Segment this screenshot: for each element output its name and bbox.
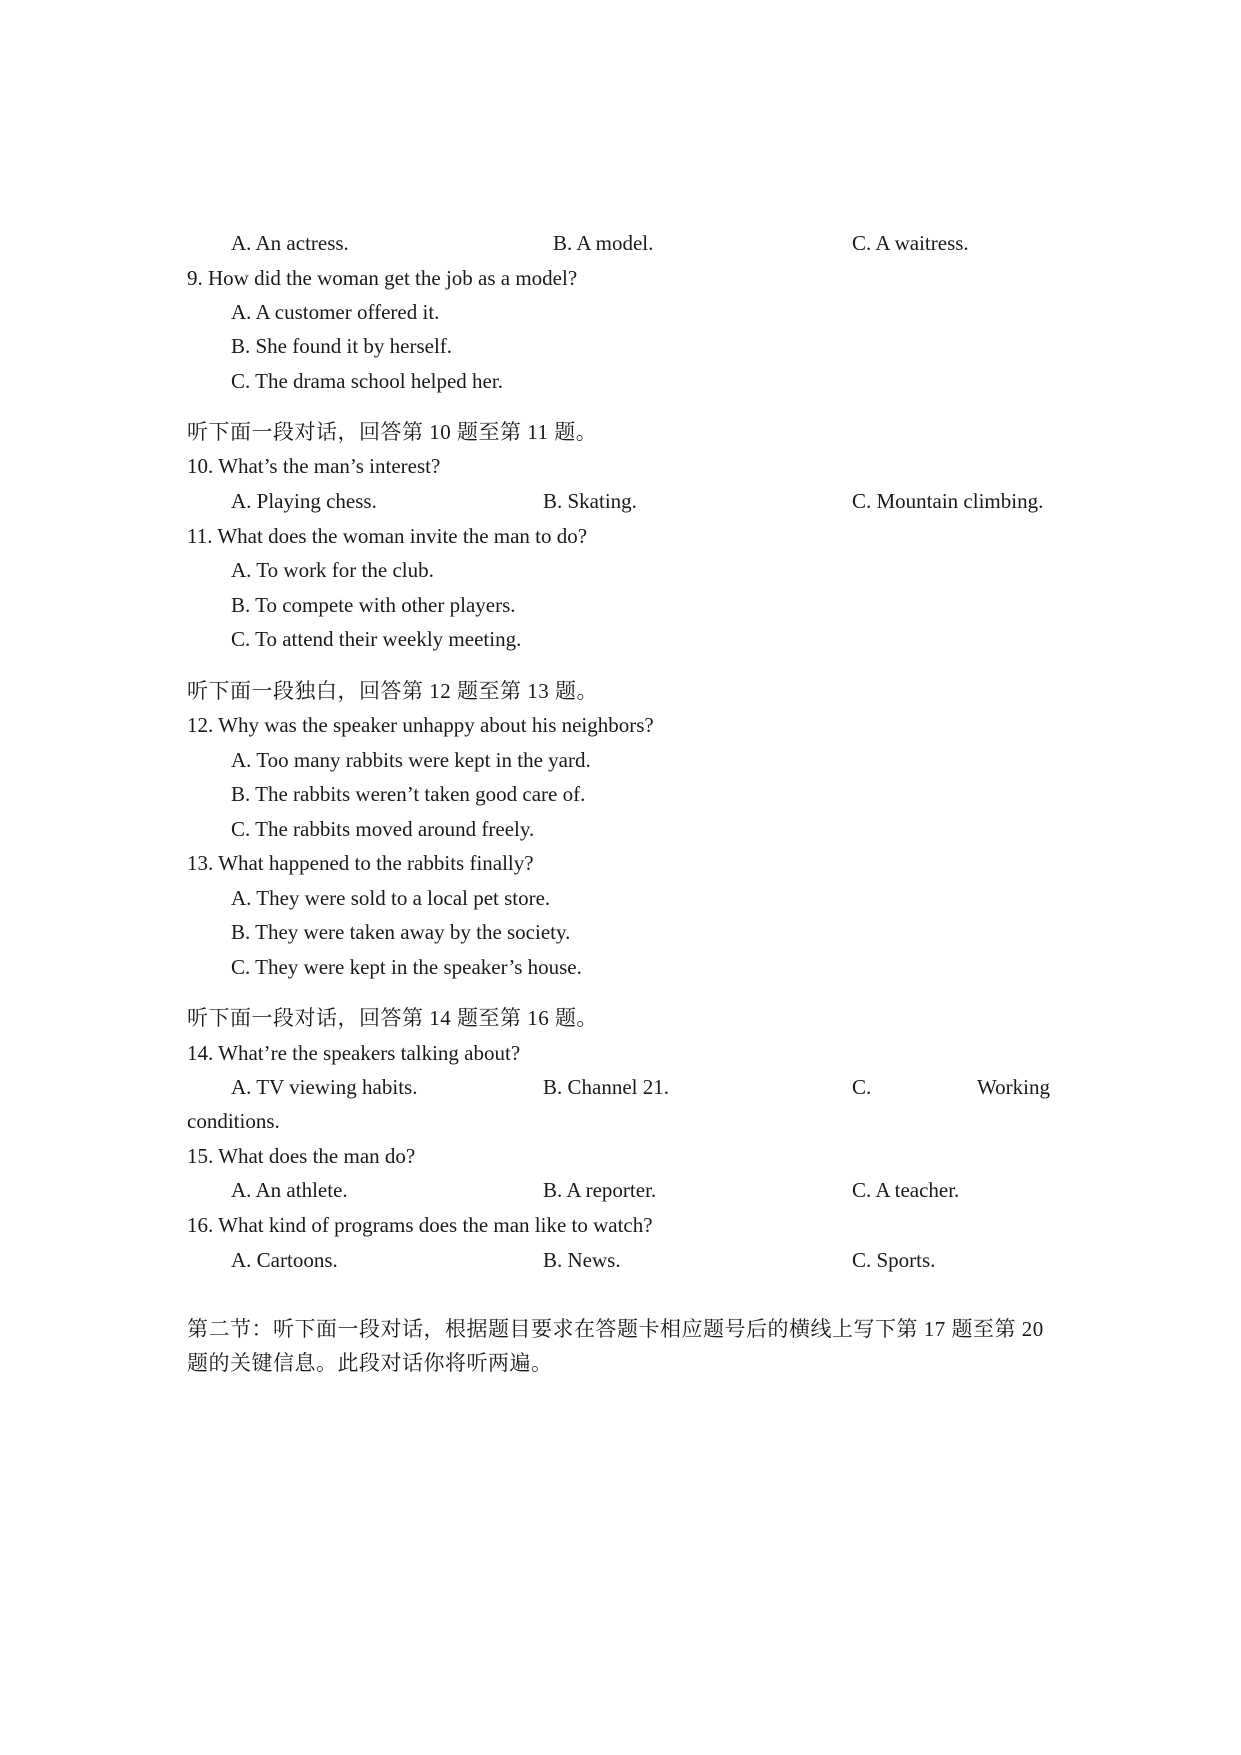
q14-option-c-word: Working [977, 1075, 1050, 1099]
q15-option-a: A. An athlete. [231, 1178, 348, 1202]
q14-option-a: A. TV viewing habits. [231, 1075, 418, 1099]
q16-option-b: B. News. [543, 1248, 621, 1272]
q11-option-b: B. To compete with other players. [231, 593, 516, 617]
q16-question: 16. What kind of programs does the man like to watch? [187, 1213, 653, 1237]
q11-option-a: A. To work for the club. [231, 558, 434, 582]
section-heading-12-13: 听下面一段独白，回答第 12 题至第 13 题。 [187, 679, 598, 703]
q8-option-c: C. A waitress. [852, 231, 969, 255]
section-heading-14-16: 听下面一段对话，回答第 14 题至第 16 题。 [187, 1006, 598, 1030]
q14-option-b: B. Channel 21. [543, 1075, 669, 1099]
q8-option-a: A. An actress. [231, 231, 349, 255]
q8-option-b: B. A model. [553, 231, 654, 255]
q13-option-a: A. They were sold to a local pet store. [231, 886, 551, 910]
q12-option-b: B. The rabbits weren’t taken good care of. [231, 782, 586, 806]
part2-instructions-line2: 题的关键信息。此段对话你将听两遍。 [187, 1351, 553, 1375]
q12-option-c: C. The rabbits moved around freely. [231, 817, 535, 841]
q9-question: 9. How did the woman get the job as a model? [187, 266, 578, 290]
q15-option-c: C. A teacher. [852, 1178, 960, 1202]
q14-question: 14. What’re the speakers talking about? [187, 1041, 521, 1065]
section-heading-10-11: 听下面一段对话，回答第 10 题至第 11 题。 [187, 420, 598, 444]
q10-question: 10. What’s the man’s interest? [187, 454, 441, 478]
q15-question: 15. What does the man do? [187, 1144, 416, 1168]
q9-option-c: C. The drama school helped her. [231, 369, 503, 393]
q14-option-c-continuation: conditions. [187, 1109, 280, 1133]
q12-option-a: A. Too many rabbits were kept in the yard. [231, 748, 591, 772]
q9-option-a: A. A customer offered it. [231, 300, 440, 324]
q9-option-b: B. She found it by herself. [231, 334, 453, 358]
part2-instructions-line1: 第二节：听下面一段对话，根据题目要求在答题卡相应题号后的横线上写下第 17 题至第 20 [187, 1317, 1044, 1341]
q12-question: 12. Why was the speaker unhappy about his neighbors? [187, 713, 654, 737]
q13-option-c: C. They were kept in the speaker’s house. [231, 955, 582, 979]
q14-option-c-prefix: C. [852, 1075, 872, 1099]
q10-option-a: A. Playing chess. [231, 489, 377, 513]
q10-option-c: C. Mountain climbing. [852, 489, 1044, 513]
q10-option-b: B. Skating. [543, 489, 637, 513]
q11-question: 11. What does the woman invite the man to do? [187, 524, 588, 548]
q16-option-a: A. Cartoons. [231, 1248, 338, 1272]
q13-question: 13. What happened to the rabbits finally? [187, 851, 534, 875]
q15-option-b: B. A reporter. [543, 1178, 657, 1202]
q11-option-c: C. To attend their weekly meeting. [231, 627, 522, 651]
q13-option-b: B. They were taken away by the society. [231, 920, 571, 944]
q16-option-c: C. Sports. [852, 1248, 936, 1272]
